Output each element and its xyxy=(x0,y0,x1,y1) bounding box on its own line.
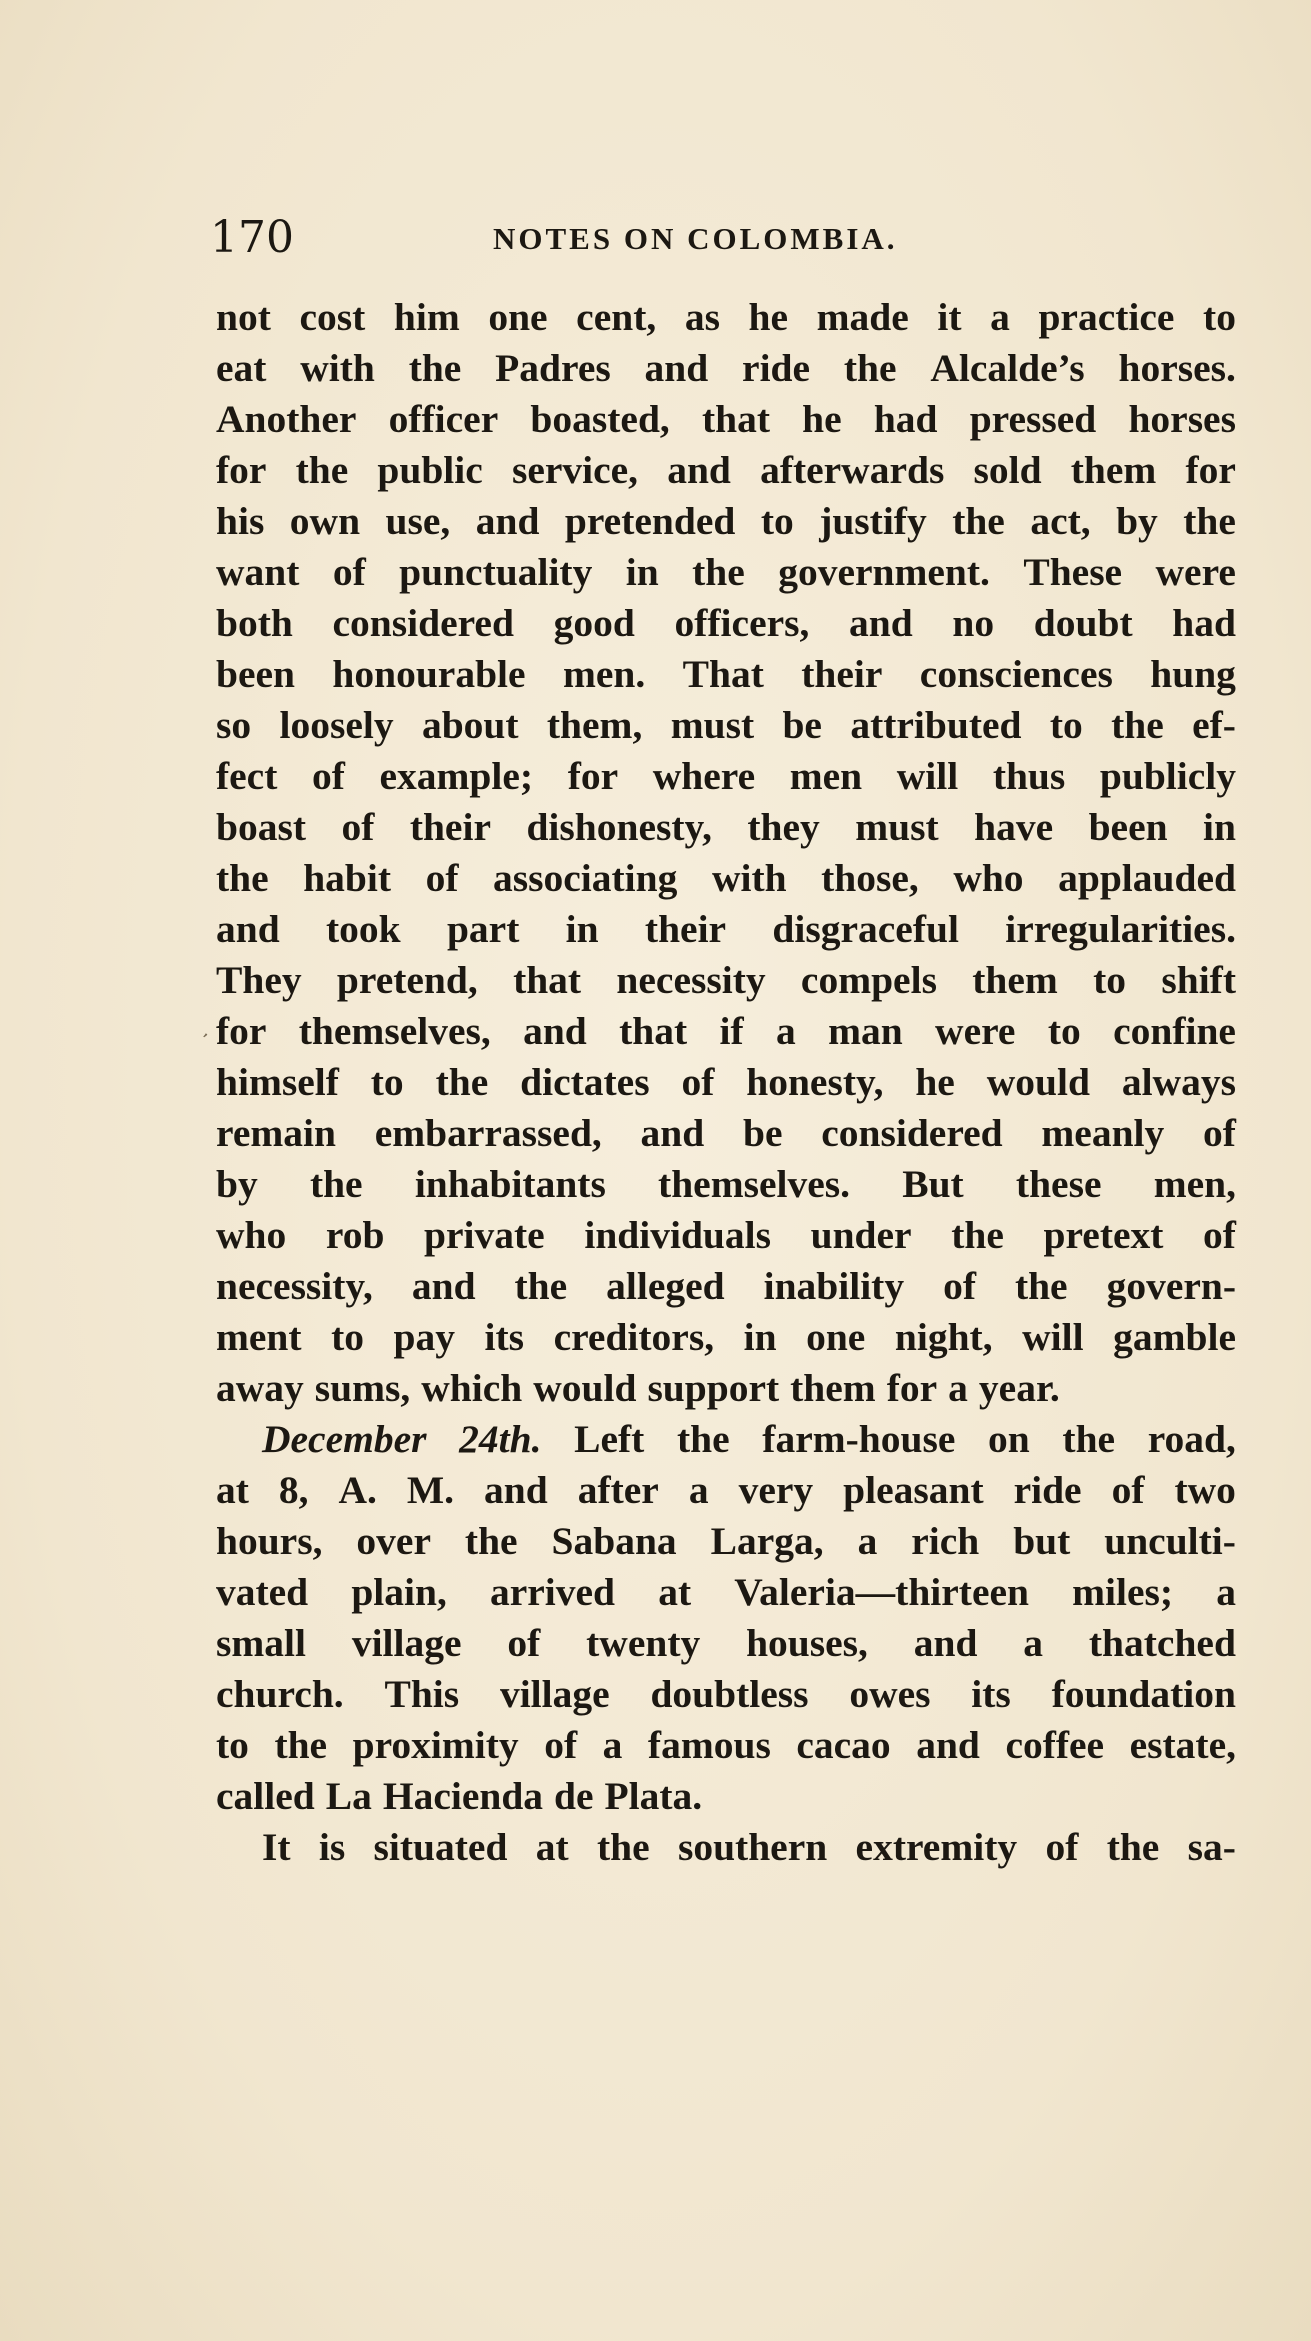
text-line: his own use, and pretended to justify the act, by the xyxy=(216,499,1236,543)
text-line: to the proximity of a famous cacao and coffee estate, xyxy=(216,1723,1236,1767)
text-line: vated plain, arrived at Valeria—thirteen miles; a xyxy=(216,1570,1236,1614)
text-line: been honourable men. That their consciences hung xyxy=(216,652,1236,696)
text-line: at 8, A. M. and after a very pleasant ride of two xyxy=(216,1468,1236,1512)
text-line: want of punctuality in the government. These were xyxy=(216,550,1236,594)
text-line: Another officer boasted, that he had pressed horses xyxy=(216,397,1236,441)
text-line: boast of their dishonesty, they must have been in xyxy=(216,805,1236,849)
text-line: church. This village doubtless owes its foundation xyxy=(216,1672,1236,1716)
text-line: They pretend, that necessity compels them to shift xyxy=(216,958,1236,1002)
text-line: for the public service, and afterwards sold them for xyxy=(216,448,1236,492)
text-line: called La Hacienda de Plata. xyxy=(216,1774,703,1818)
text-line: by the inhabitants themselves. But these men, xyxy=(216,1162,1236,1206)
text-line: December 24th. Left the farm-house on the road, xyxy=(262,1417,1236,1461)
text-line: not cost him one cent, as he made it a practice to xyxy=(216,295,1236,339)
text-line: hours, over the Sabana Larga, a rich but unculti- xyxy=(216,1519,1236,1563)
page-header xyxy=(210,208,1240,268)
body-text xyxy=(216,292,1236,1873)
running-head: NOTES ON COLOMBIA. xyxy=(493,221,898,256)
text-line: away sums, which would support them for a year. xyxy=(216,1366,1060,1410)
text-line: necessity, and the alleged inability of the govern- xyxy=(216,1264,1236,1308)
text-line: for themselves, and that if a man were to confine xyxy=(216,1009,1236,1053)
text-line: small village of twenty houses, and a thatched xyxy=(216,1621,1236,1665)
text-line: ment to pay its creditors, in one night, will gamble xyxy=(216,1315,1236,1359)
page-number: 170 xyxy=(210,212,294,263)
text-line: the habit of associating with those, who applauded xyxy=(216,856,1236,900)
text-line: and took part in their disgraceful irregularities. xyxy=(216,907,1236,951)
text-line: both considered good officers, and no doubt had xyxy=(216,601,1236,645)
margin-mark: ’ xyxy=(195,1029,210,1052)
text-line: It is situated at the southern extremity of the sa- xyxy=(262,1825,1236,1869)
text-line: eat with the Padres and ride the Alcalde’s horses. xyxy=(216,346,1236,390)
text-line: fect of example; for where men will thus publicly xyxy=(216,754,1236,798)
text-line: so loosely about them, must be attributed to the ef- xyxy=(216,703,1236,747)
text-line: remain embarrassed, and be considered meanly of xyxy=(216,1111,1236,1155)
text-line: who rob private individuals under the pretext of xyxy=(216,1213,1236,1257)
text-line: himself to the dictates of honesty, he would always xyxy=(216,1060,1236,1104)
